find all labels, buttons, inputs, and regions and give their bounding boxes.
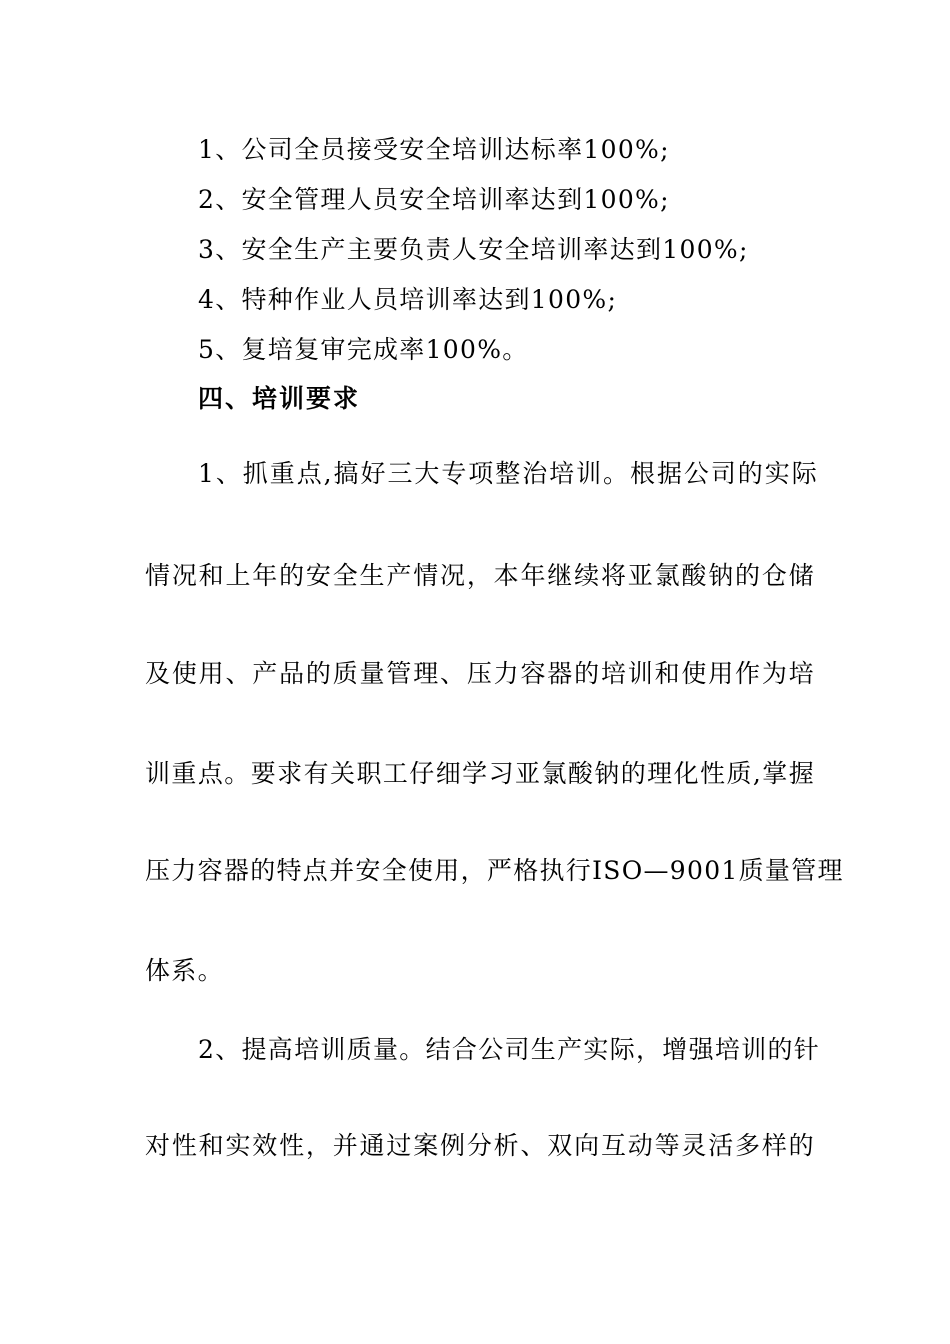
target-item-2: 2、安全管理人员安全培训率达到100%; [198, 185, 670, 214]
target-item-5: 5、复培复审完成率100%。 [198, 335, 529, 364]
paragraph1-line4: 训重点。要求有关职工仔细学习亚氯酸钠的理化性质,掌握 [145, 759, 815, 788]
target-item-1: 1、公司全员接受安全培训达标率100%; [198, 135, 670, 164]
target-item-3: 3、安全生产主要负责人安全培训率达到100%; [198, 235, 749, 264]
section-heading: 四、培训要求 [198, 384, 361, 413]
paragraph1-line6: 体系。 [145, 956, 224, 985]
paragraph1-line3: 及使用、产品的质量管理、压力容器的培训和使用作为培 [145, 659, 815, 688]
paragraph2-line2: 对性和实效性，并通过案例分析、双向互动等灵活多样的 [145, 1131, 815, 1160]
paragraph1-line5: 压力容器的特点并安全使用，严格执行ISO—9001质量管理 [145, 856, 844, 885]
paragraph2-line1: 2、提高培训质量。结合公司生产实际，增强培训的针 [198, 1035, 821, 1064]
paragraph1-line2: 情况和上年的安全生产情况，本年继续将亚氯酸钠的仓储 [145, 561, 815, 590]
target-item-4: 4、特种作业人员培训率达到100%; [198, 285, 618, 314]
paragraph1-line1: 1、抓重点,搞好三大专项整治培训。根据公司的实际 [198, 459, 818, 488]
